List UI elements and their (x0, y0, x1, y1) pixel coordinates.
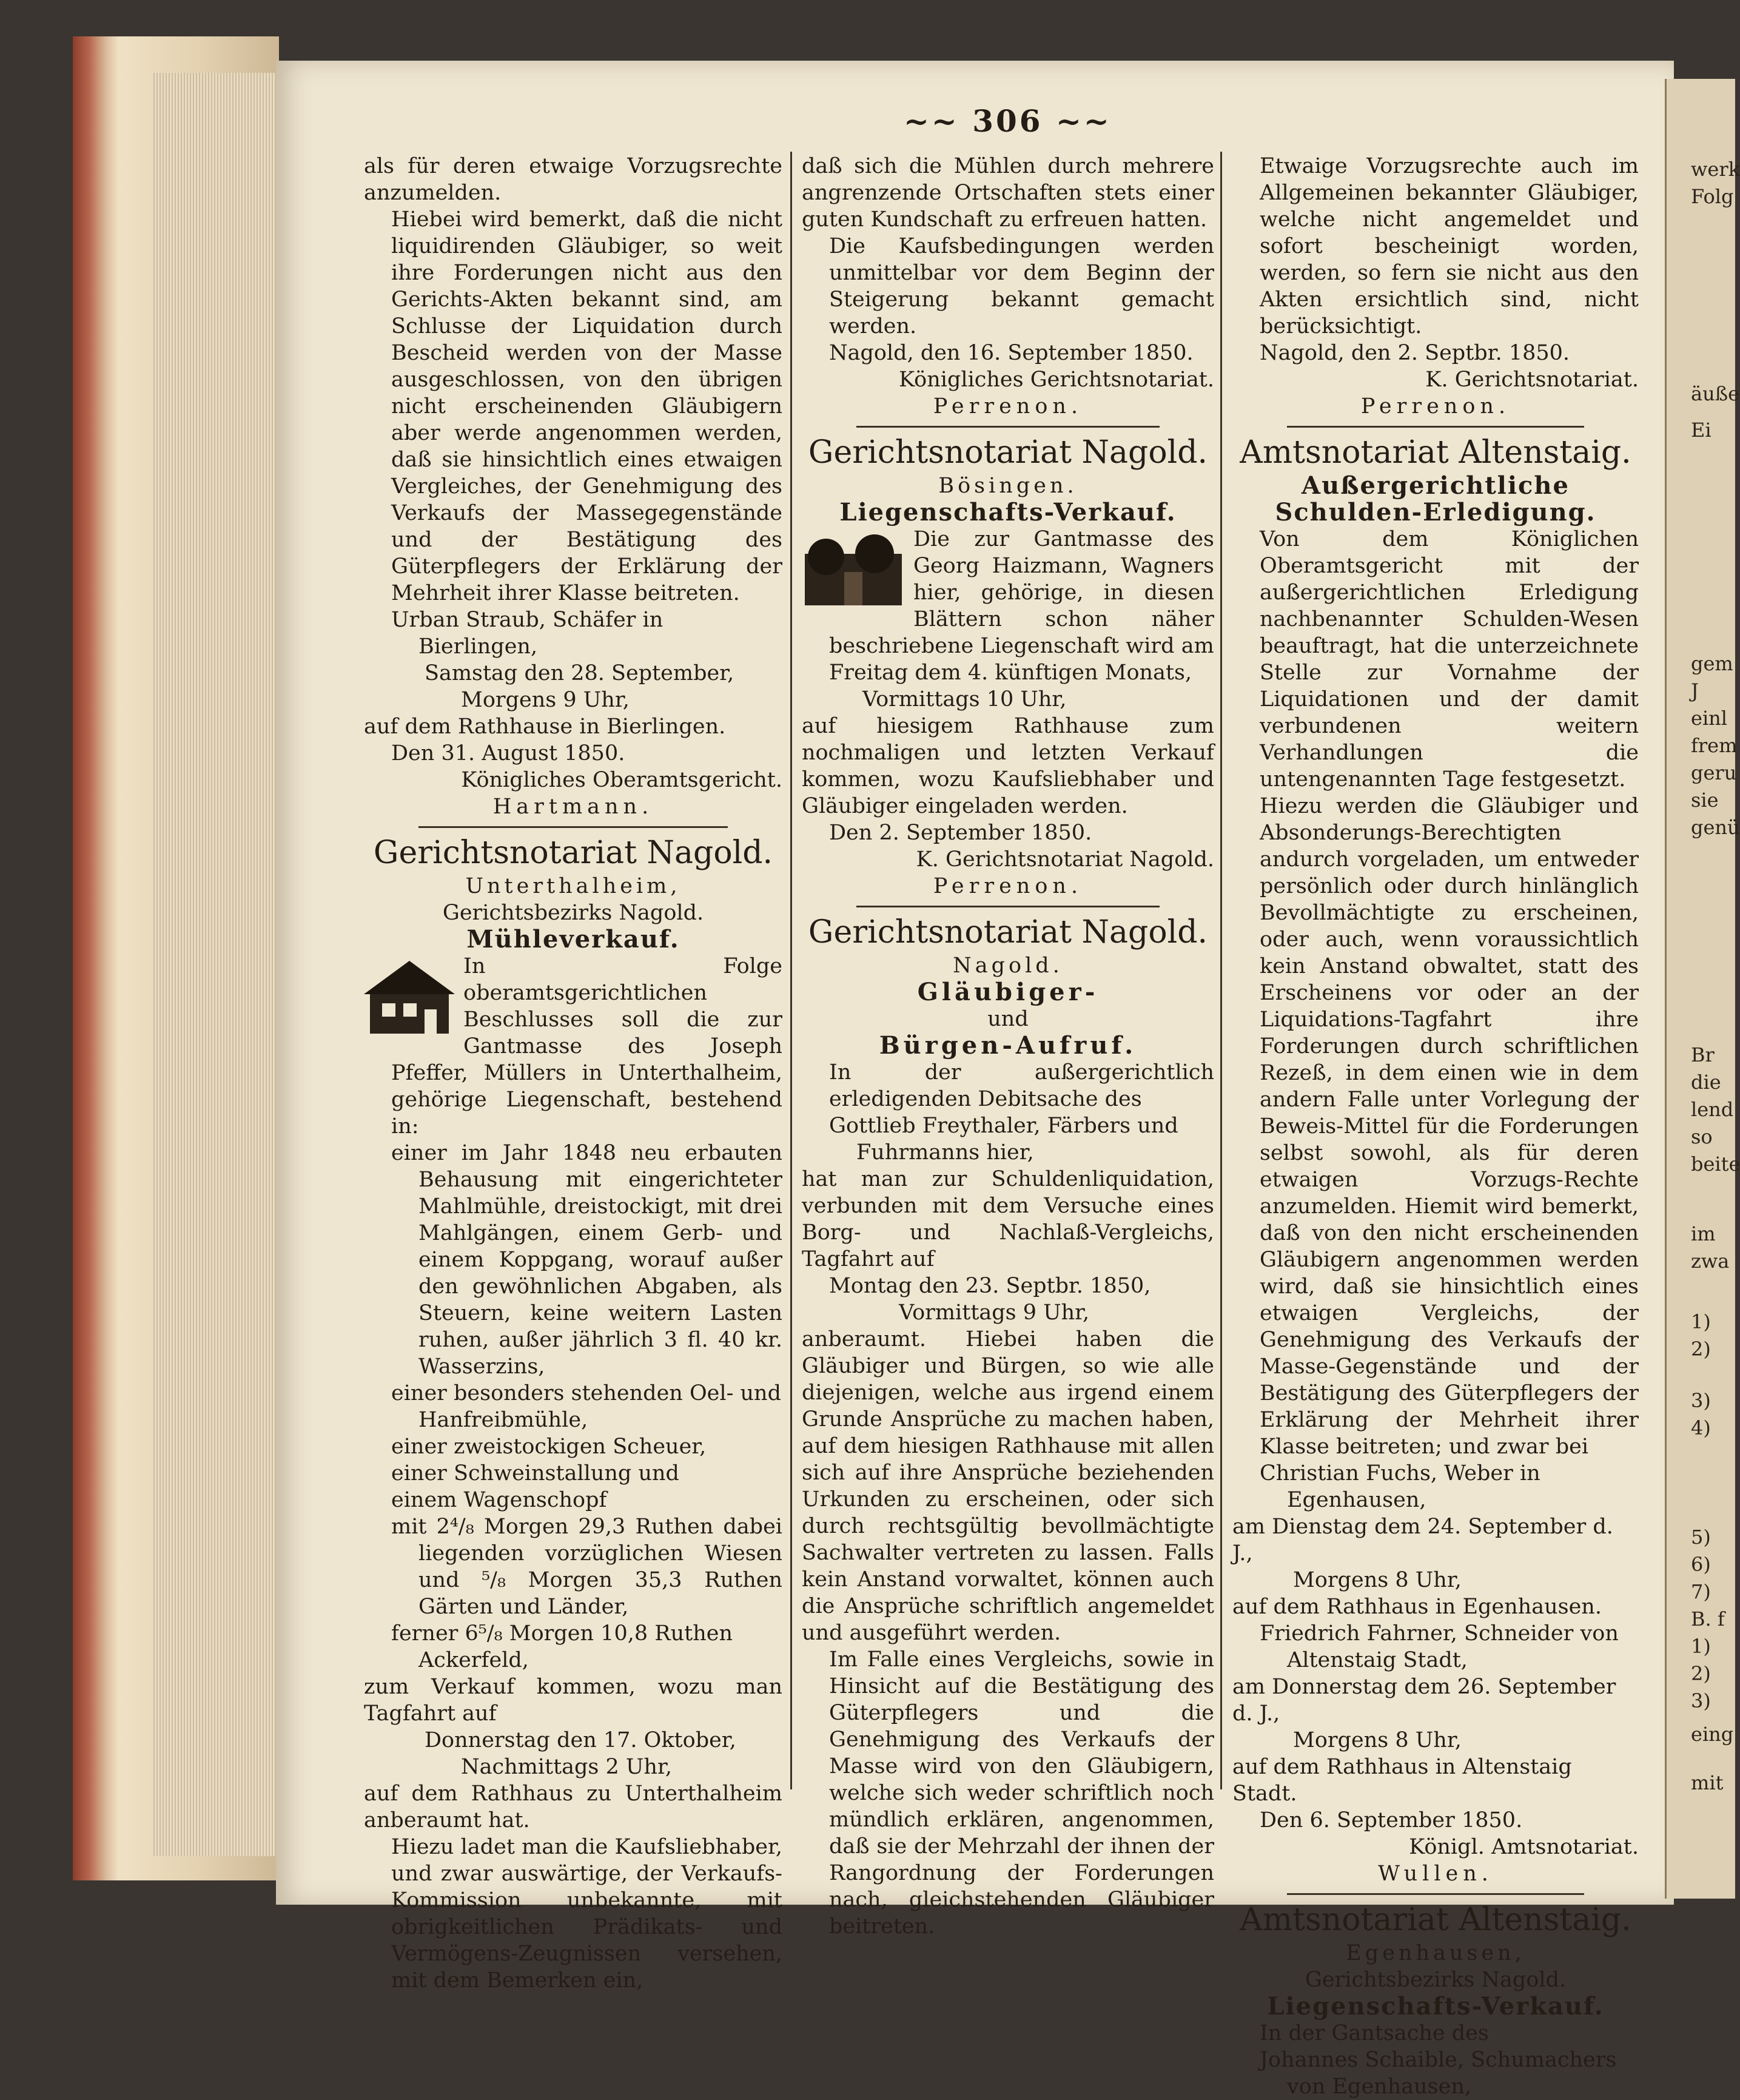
notice-text: zum Verkauf kommen, wozu man Tagfahrt auf (364, 1675, 782, 1726)
next-page-fragment: im (1691, 1222, 1716, 1245)
section-title: Schulden-Erledigung. (1275, 498, 1596, 527)
notice-time: Vormittags 9 Uhr, (899, 1301, 1090, 1325)
notice-text: Im Falle eines Vergleichs, sowie in Hinsicht auf die Bestätigung des Güterpflegers und die Genehmigung des Verkaufs der Masse wird von den Gläubigern, welche sich weder schriftlich noch mündlich erklären, angenommen, daß sie der Mehrzahl der ihnen der Rangordnung der Forderungen nach, gleichstehenden Gläubiger beitreten. (829, 1647, 1214, 1939)
next-page-fragment: werk (1691, 158, 1740, 181)
notice-text: In Folge oberamtsgerichtlichen Beschlusses soll die zur Gantmasse des Joseph Pfeffer, Müllers in Unterthalheim, gehörige Liegenschaft, bestehend in: (391, 954, 782, 1139)
section-heading: Amtsnotariat Altenstaig. (1240, 434, 1631, 471)
section-heading: Gerichtsnotariat Nagold. (373, 835, 773, 871)
section-title-joiner: und (987, 1007, 1029, 1031)
notice-authority: K. Gerichtsnotariat Nagold. (916, 847, 1214, 872)
notice-text: Von dem Königlichen Oberamtsgericht mit der außergerichtlichen Erledigung nachbenannter Schulden-Wesen beauftragt, hat die unterzeichnete Stelle zur Vornahme der Liquidationen und der damit verbundenen weitern Verhandlungen die untengenannten Tage festgesetzt. (1260, 527, 1639, 792)
notice-item: mit 2⁴/₈ Morgen 29,3 Ruthen dabei liegenden vorzüglichen Wiesen und ⁵/₈ Morgen 35,3 Ruthen Gärten und Länder, (391, 1515, 782, 1619)
notice-item: einer besonders stehenden Oel- und Hanfreibmühle, (391, 1381, 782, 1432)
next-page-fragment: sie (1691, 789, 1719, 812)
notice-name: Urban Straub, Schäfer in Bierlingen, (391, 608, 663, 659)
section-district: Gerichtsbezirks Nagold. (1305, 1968, 1567, 1992)
section-rule (856, 426, 1160, 428)
house-woodcut-icon (364, 958, 455, 1037)
section-title: Außergerichtliche (1302, 471, 1570, 500)
notice-place: auf dem Rathhaus zu Unterthalheim anberaumt hat. (364, 1782, 782, 1832)
section-place: Egenhausen, (1346, 1941, 1525, 1965)
next-page-fragment: Br (1691, 1043, 1715, 1066)
notice-item: ferner 6⁵/₈ Morgen 10,8 Ruthen Ackerfeld, (391, 1621, 733, 1672)
notice-dated: Den 31. August 1850. (391, 741, 625, 766)
notice-text: als für deren etwaige Vorzugsrechte anzumelden. (364, 154, 782, 205)
next-page-fragment: 1) (1691, 1310, 1711, 1333)
notice-text: hat man zur Schuldenliquidation, verbunden mit dem Versuche eines Borg- und Nachlaß-Vergleichs, Tagfahrt auf (802, 1167, 1214, 1271)
next-page-fragment: mit (1691, 1771, 1724, 1794)
next-page-fragment: eing (1691, 1723, 1734, 1746)
notice-name: Friedrich Fahrner, Schneider von Altenstaig Stadt, (1260, 1621, 1619, 1672)
notice-dated: Nagold, den 16. September 1850. (829, 341, 1194, 365)
notice-text: In der außergerichtlich erledigenden Debitsache des (829, 1060, 1214, 1111)
notice-date: Samstag den 28. September, (425, 661, 734, 685)
section-title: Mühleverkauf. (466, 925, 680, 954)
next-page-fragment: 3) (1691, 1689, 1711, 1712)
section-rule (418, 826, 728, 828)
notice-date: Montag den 23. Septbr. 1850, (829, 1274, 1151, 1298)
notice-place: auf dem Rathhause in Bierlingen. (364, 715, 726, 739)
notice-authority: Königliches Gerichtsnotariat. (898, 368, 1214, 392)
next-page-edge (1665, 79, 1740, 1899)
notice-signature: Perrenon. (933, 874, 1083, 898)
next-page-fragment: so (1691, 1125, 1713, 1148)
page-number-header: ~~ 306 ~~ (904, 103, 1112, 139)
notice-time: Morgens 8 Uhr, (1293, 1568, 1462, 1592)
column-divider-2 (1220, 152, 1222, 1789)
notice-text: Hiebei wird bemerkt, daß die nicht liquidirenden Gläubiger, so weit ihre Forderungen nicht aus den Gerichts-Akten bekannt sind, am Schlusse der Liquidation durch Bescheid werden von der Masse ausgeschlossen, von den übrigen nicht erscheinenden Gläubigern aber werde angenommen werden, daß sie hinsichtlich eines etwaigen Vergleiches, der Genehmigung des Verkaufs der Massegegenstände und der Bestätigung des Güterpflegers der Erklärung der Mehrheit ihrer Klasse beitreten. (391, 207, 782, 605)
next-page-fragment: zwa (1691, 1250, 1730, 1273)
notice-time: Morgens 8 Uhr, (1293, 1728, 1462, 1752)
next-page-fragment: geru (1691, 761, 1737, 784)
notice-name: Johannes Schaible, Schumachers von Egenhausen, (1260, 2048, 1617, 2099)
notice-time: Vormittags 10 Uhr, (862, 687, 1067, 712)
section-rule (856, 906, 1160, 907)
notice-authority: Königl. Amtsnotariat. (1409, 1835, 1639, 1859)
page-edges (152, 73, 279, 1856)
section-district: Gerichtsbezirks Nagold. (442, 901, 704, 925)
column-1 (364, 153, 782, 1994)
next-page-fragment: 7) (1691, 1580, 1711, 1603)
section-place: Nagold. (953, 954, 1063, 978)
next-page-fragment: gem (1691, 652, 1733, 675)
notice-place: auf dem Rathhaus in Egenhausen. (1232, 1595, 1602, 1619)
column-3 (1232, 153, 1639, 2100)
next-page-fragment: Folg (1691, 185, 1734, 208)
notice-item: einer Schweinstallung und (391, 1461, 679, 1486)
notice-authority: Königliches Oberamtsgericht. (461, 768, 782, 792)
notice-text: Hiezu ladet man die Kaufsliebhaber, und zwar auswärtige, der Verkaufs-Kommission unbekannte, mit obrigkeitlichen Prädikats- und Vermögens-Zeugnissen versehen, mit dem Bemerken ein, (391, 1835, 782, 1993)
next-page-fragment: äuße (1691, 382, 1739, 405)
notice-dated: Nagold, den 2. Septbr. 1850. (1260, 341, 1570, 365)
next-page-fragment: B. f (1691, 1607, 1725, 1631)
next-page-fragment: J (1691, 679, 1699, 702)
next-page-fragment: lend (1691, 1098, 1734, 1121)
next-page-fragment: die (1691, 1071, 1721, 1094)
notice-name: Gottlieb Freythaler, Färbers und Fuhrmanns hier, (829, 1114, 1178, 1165)
notice-authority: K. Gerichtsnotariat. (1425, 368, 1639, 392)
page-number: 306 (972, 103, 1043, 139)
section-title: Gläubiger- (917, 978, 1099, 1006)
estate-woodcut-icon (802, 530, 905, 608)
section-rule (1287, 426, 1584, 428)
notice-time: Nachmittags 2 Uhr, (461, 1755, 672, 1779)
next-page-fragment: Ei (1691, 419, 1711, 442)
next-page-fragment: 2) (1691, 1338, 1711, 1361)
notice-date: am Donnerstag dem 26. September d. J., (1232, 1675, 1616, 1726)
notice-date: am Dienstag dem 24. September d. J., (1232, 1515, 1613, 1566)
section-rule (1287, 1893, 1584, 1895)
notice-text: daß sich die Mühlen durch mehrere angrenzende Ortschaften stets einer guten Kundschaft zu erfreuen hatten. (802, 154, 1214, 232)
notice-signature: Perrenon. (933, 394, 1083, 419)
notice-item: einer zweistockigen Scheuer, (391, 1435, 707, 1459)
next-page-fragment: beite (1691, 1153, 1740, 1176)
next-page-fragment: 1) (1691, 1635, 1711, 1658)
notice-text: anberaumt. Hiebei haben die Gläubiger und Bürgen, so wie alle diejenigen, welche aus irgend einem Grunde Ansprüche zu machen haben, auf dem hiesigen Rathhause mit allen sich auf ihre Ansprüche beziehenden Urkunden zu erscheinen, oder sich durch rechtsgültig bevollmächtigte Sachwalter vertreten zu lassen. Falls kein Anstand vorwaltet, können auch die Ansprüche schriftlich angemeldet und ausgeführt werden. (802, 1327, 1214, 1645)
notice-time: Morgens 9 Uhr, (461, 688, 630, 712)
section-place: Bösingen. (938, 474, 1078, 498)
next-page-fragment: 4) (1691, 1416, 1711, 1439)
column-divider-1 (790, 152, 792, 1789)
column-2 (802, 153, 1214, 1940)
notice-signature: Hartmann. (492, 795, 654, 819)
notice-text: Die Kaufsbedingungen werden unmittelbar vor dem Beginn der Steigerung bekannt gemacht werden. (829, 234, 1214, 338)
notice-item: einem Wagenschopf (391, 1488, 607, 1512)
notice-dated: Den 2. September 1850. (829, 821, 1092, 845)
notice-text: Etwaige Vorzugsrechte auch im Allgemeinen bekannter Gläubiger, welche nicht angemeldet und sofort bescheinigt worden, werden, so fern sie nicht aus den Akten ersichtlich sind, nicht berücksichtigt. (1260, 154, 1639, 338)
section-place: Unterthalheim, (465, 874, 681, 898)
notice-dated: Den 6. September 1850. (1260, 1808, 1523, 1832)
notice-date: Freitag dem 4. künftigen Monats, (829, 661, 1192, 685)
next-page-fragment: 5) (1691, 1526, 1711, 1549)
next-page-fragment: 6) (1691, 1553, 1711, 1576)
next-page-fragment: einl (1691, 707, 1728, 730)
next-page-fragment: 2) (1691, 1662, 1711, 1685)
section-heading: Gerichtsnotariat Nagold. (808, 434, 1208, 471)
notice-text: In der Gantsache des (1260, 2021, 1489, 2045)
notice-place: auf dem Rathhaus in Altenstaig Stadt. (1232, 1755, 1572, 1806)
section-title: Liegenschafts-Verkauf. (1267, 1992, 1604, 2021)
next-page-fragment: genü (1691, 816, 1740, 839)
notice-text: Hiezu werden die Gläubiger und Absonderungs-Berechtigten andurch vorgeladen, um entweder persönlich oder durch hinlänglich Bevollmächtigte zu erscheinen, oder auch, wenn voraussichtlich kein Anstand obwaltet, statt des Erscheinens vor oder an der Liquidations-Tagfahrt ihre Forderungen durch schriftlichen Rezeß, in dem einen wie in dem andern Falle unter Vorlegung der Beweis-Mittel für die Forderungen selbst sowohl, als für deren etwaigen Vorzugs-Rechte anzumelden. Hiemit wird bemerkt, daß von den nicht erscheinenden Gläubigern angenommen werden wird, daß sie hinsichtlich eines etwaigen Vergleichs, der Genehmigung des Verkaufs der Masse-Gegenstände und der Bestätigung des Güterpflegers der Erklärung der Mehrheit ihrer Klasse beitreten; und zwar bei (1260, 794, 1639, 1459)
section-title: Bürgen-Aufruf. (879, 1031, 1137, 1060)
notice-signature: Wullen. (1378, 1862, 1493, 1886)
section-heading: Amtsnotariat Altenstaig. (1240, 1902, 1631, 1938)
notice-signature: Perrenon. (1360, 394, 1511, 419)
section-heading: Gerichtsnotariat Nagold. (808, 914, 1208, 951)
notice-name: Christian Fuchs, Weber in Egenhausen, (1260, 1461, 1540, 1512)
notice-date: Donnerstag den 17. Oktober, (425, 1728, 736, 1752)
next-page-fragment: 3) (1691, 1389, 1711, 1412)
notice-text: Die zur Gantmasse des Georg Haizmann, Wagners hier, gehörige, in diesen Blättern schon näher beschriebene Liegenschaft wird am (829, 527, 1214, 658)
section-title: Liegenschafts-Verkauf. (839, 498, 1177, 527)
notice-text: auf hiesigem Rathhause zum nochmaligen und letzten Verkauf kommen, wozu Kaufsliebhaber und Gläubiger eingeladen werden. (802, 714, 1214, 818)
next-page-fragment: frem (1691, 734, 1738, 757)
notice-item: einer im Jahr 1848 neu erbauten Behausung mit eingerichteter Mahlmühle, dreistockigt, mit drei Mahlgängen, einem Gerb- und einem Koppgang, worauf außer den gewöhnlichen Abgaben, als Steuern, keine weitern Lasten ruhen, außer jährlich 3 fl. 40 kr. Wasserzins, (391, 1141, 782, 1379)
